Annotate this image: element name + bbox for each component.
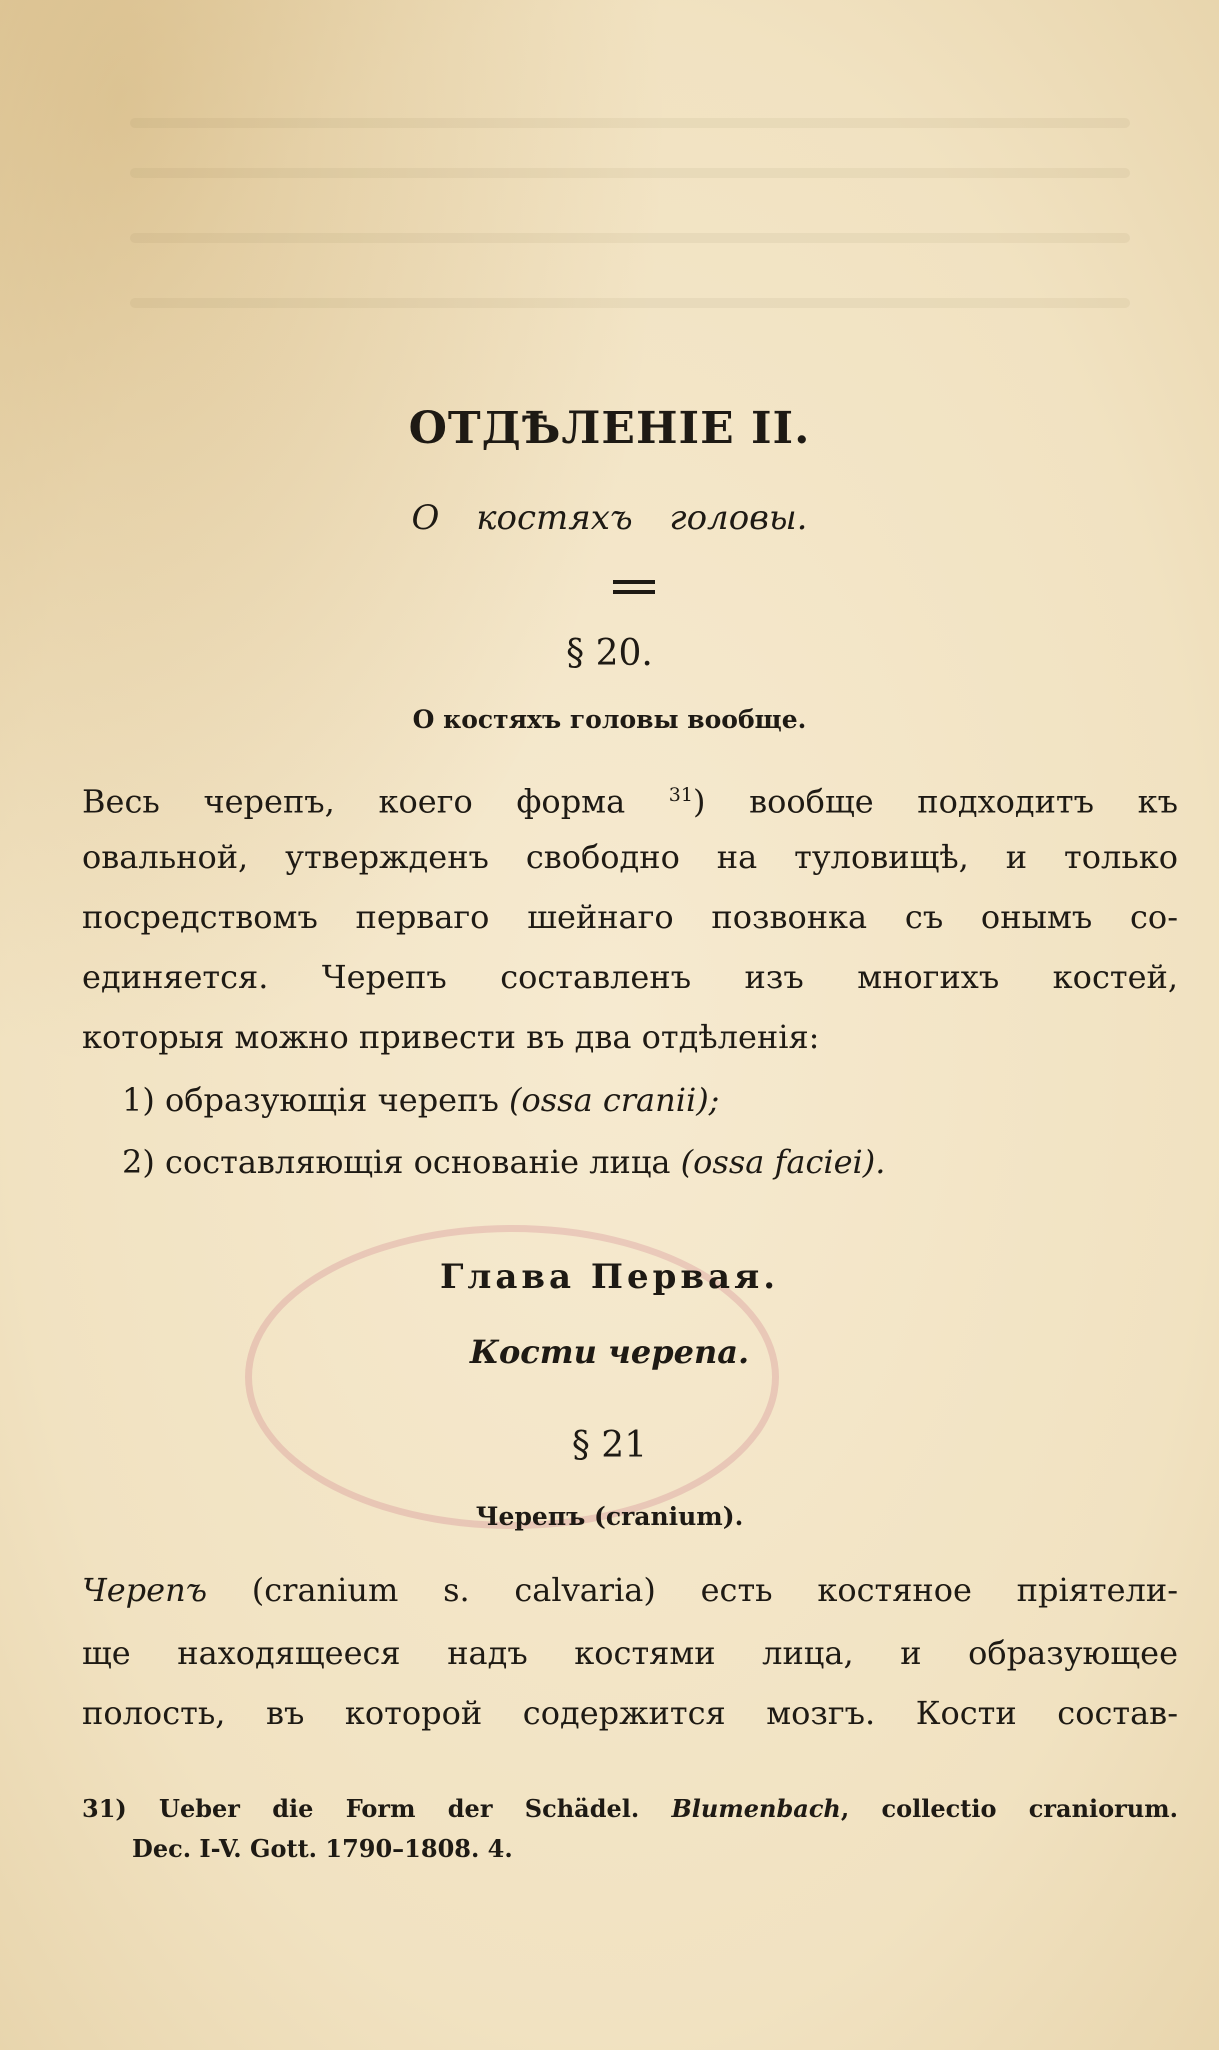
bleed-through-line (130, 298, 1130, 308)
text-line: Весь черепъ, коего форма $^{31}$) вообще подходитъ къ (82, 782, 1178, 821)
paragraph-heading: О костяхъ головы вообще. (412, 705, 807, 734)
paragraph-number: § 20. (566, 633, 653, 674)
text-line: посредствомъ перваго шейнаго позвонка съ онымъ со- (82, 898, 1178, 936)
bleed-through-line (130, 233, 1130, 243)
separator-rule (613, 590, 655, 594)
bleed-through-line (130, 118, 1130, 128)
paragraph-heading: Черепъ (cranium). (475, 1502, 744, 1531)
list-item: 2) составляющія основаніе лица (ossa faciei). (122, 1143, 886, 1181)
chapter-title: Глава Первая. (439, 1257, 780, 1297)
text-line: ще находящееся надъ костями лица, и образующее (82, 1634, 1178, 1672)
footnote-line: Dec. I-V. Gott. 1790–1808. 4. (132, 1834, 513, 1863)
text-line: овальной, утвержденъ свободно на туловищѣ, и только (82, 838, 1178, 876)
paragraph-number: § 21 (571, 1425, 648, 1466)
text-line: которыя можно привести въ два отдѣленія: (82, 1018, 820, 1056)
text-line: полость, въ которой содержится мозгъ. Кости состав- (82, 1694, 1178, 1732)
footnote-line: 31) Ueber die Form der Schädel. Blumenbach, collectio craniorum. (82, 1794, 1178, 1823)
separator-rule (613, 580, 655, 584)
text-line: Черепъ (cranium s. calvaria) есть костяное пріятели- (82, 1571, 1178, 1609)
section-title: ОТДѢЛЕНІЕ II. (408, 403, 811, 454)
list-item: 1) образующія черепъ (ossa cranii); (122, 1081, 720, 1119)
footnote-ref[interactable]: 31 (668, 784, 693, 806)
section-subtitle: О костяхъ головы. (411, 498, 808, 538)
bleed-through-line (130, 168, 1130, 178)
text-line: единяется. Черепъ составленъ изъ многихъ костей, (82, 958, 1178, 996)
chapter-subtitle: Кости черепа. (469, 1333, 750, 1371)
